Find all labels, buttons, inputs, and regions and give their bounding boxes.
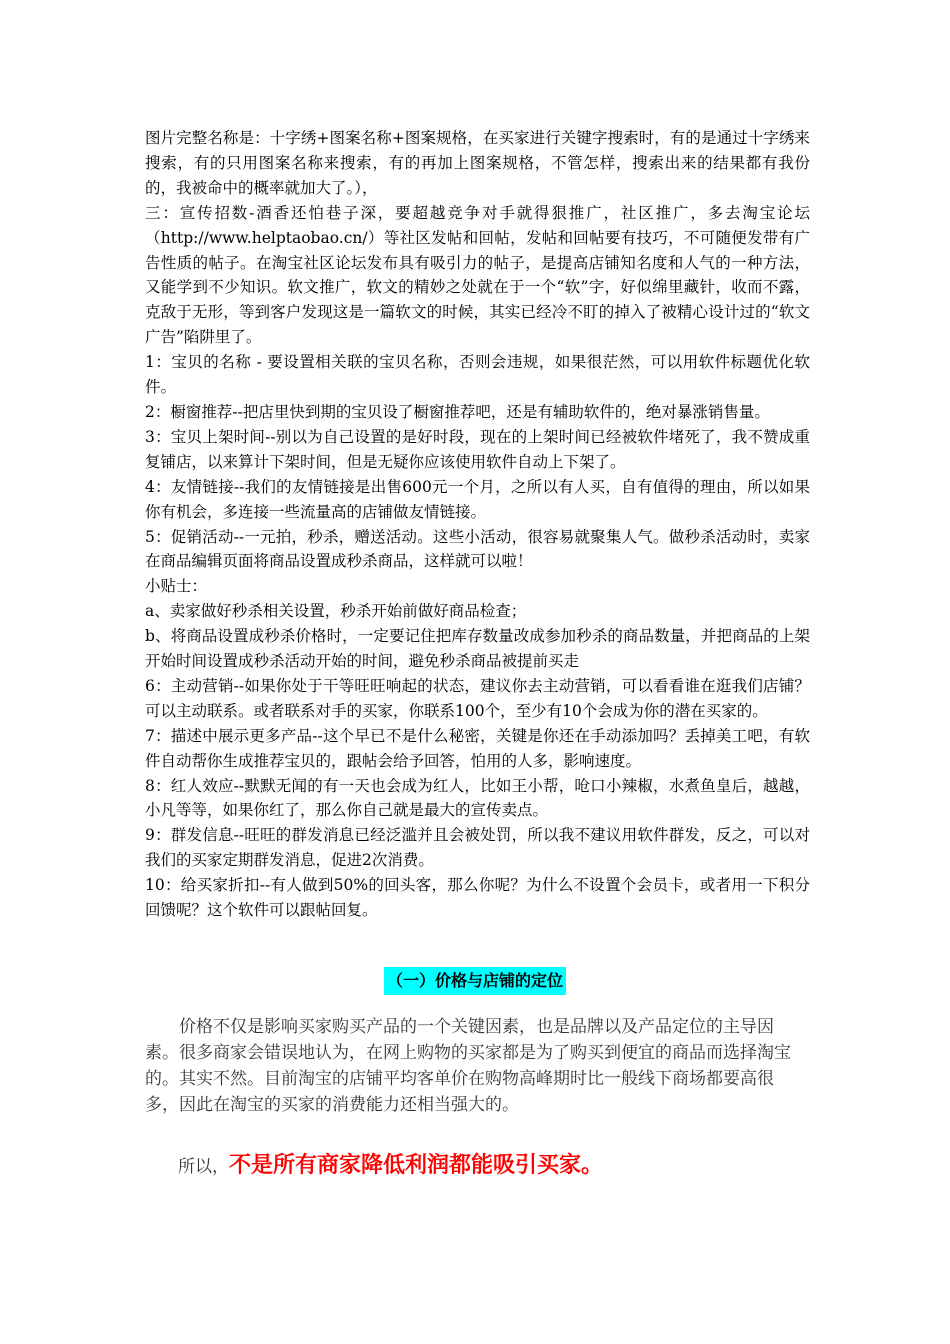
- closing-statement: [178, 1148, 818, 1179]
- closing-lead: 所以，: [178, 1157, 229, 1177]
- text-line: 4：友情链接--我们的友情链接是出售600元一个月，之所以有人买，自有值得的理由，所以如果你有机会，多连接一些流量高的店铺做友情链接。: [145, 477, 810, 521]
- text-line: 1：宝贝的名称 - 要设置相关联的宝贝名称，否则会违规，如果很茫然，可以用软件标题优化软件。: [145, 353, 810, 397]
- text-line: 9：群发信息--旺旺的群发消息已经泛滥并且会被处罚，所以我不建议用软件群发，反之，可以对我们的买家定期群发消息，促进2次消费。: [145, 826, 810, 870]
- text-line: 7：描述中展示更多产品--这个早已不是什么秘密，关键是你还在手动添加吗？丢掉美工吧，有软件自动帮你生成推荐宝贝的，跟帖会给予回答，怕用的人多，影响速度。: [145, 726, 810, 770]
- section-heading: （一）价格与店铺的定位: [384, 967, 566, 995]
- text-line: 5：促销活动--一元拍，秒杀，赠送活动。这些小活动，很容易就聚集人气。做秒杀活动时，卖家在商品编辑页面将商品设置成秒杀商品，这样就可以啦！: [145, 527, 810, 571]
- text-line: b、将商品设置成秒杀价格时，一定要记住把库存数量改成参加秒杀的商品数量，并把商品的上架开始时间设置成秒杀活动开始的时间，避免秒杀商品被提前买走: [145, 627, 810, 671]
- text-line: 小贴士：: [145, 577, 208, 596]
- text-line: 10：给买家折扣--有人做到50%的回头客，那么你呢？为什么不设置个会员卡，或者用一下积分回馈呢？这个软件可以跟帖回复。: [145, 876, 810, 920]
- text-line: 6：主动营销--如果你处于干等旺旺响起的状态，建议你去主动营销，可以看看谁在逛我们店铺？可以主动联系。或者联系对手的买家，你联系100个，至少有10个会成为你的潜在买家的。: [145, 676, 810, 720]
- text-line: a、卖家做好秒杀相关设置，秒杀开始前做好商品检查；: [145, 602, 527, 621]
- text-line: 2：橱窗推荐--把店里快到期的宝贝设了橱窗推荐吧，还是有辅助软件的，绝对暴涨销售量。: [145, 402, 770, 421]
- price-positioning-paragraph: [145, 1014, 805, 1118]
- text-line: 8：红人效应--默默无闻的有一天也会成为红人，比如王小帮，呛口小辣椒，水煮鱼皇后，越越，小凡等等，如果你红了，那么你自己就是最大的宣传卖点。: [145, 776, 810, 820]
- paragraph-text: 价格不仅是影响买家购买产品的一个关键因素，也是品牌以及产品定位的主导因素。很多商家会错误地认为，在网上购物的买家都是为了购买到便宜的商品而选择淘宝的。其实不然。目前淘宝的店铺平均客单价在购物高峰期时比一般线下商场都要高很多，因此在淘宝的买家的消费能力还相当强大的。: [145, 1017, 791, 1115]
- body-text-block: [145, 126, 810, 923]
- closing-emphasis: 不是所有商家降低利润都能吸引买家。: [229, 1152, 604, 1178]
- text-line: 3：宝贝上架时间--别以为自己设置的是好时段，现在的上架时间已经被软件堵死了，我不赞成重复铺店，以来算计下架时间，但是无疑你应该使用软件自动上下架了。: [145, 427, 810, 471]
- text-line: 三：宣传招数-酒香还怕巷子深，要超越竞争对手就得狠推广，社区推广，多去淘宝论坛（http://www.helptaobao.cn/）等社区发帖和回帖，发帖和回帖要有技巧，不可随便发带有广告性质的帖子。在淘宝社区论坛发布具有吸引力的帖子，是提高店铺知名度和人气的一种方法，又能学到不少知识。软文推广，软文的精妙之处就在于一个“软”字，好似绵里藏针，收而不露，克敌于无形，等到客户发现这是一篇软文的时候，其实已经冷不盯的掉入了被精心设计过的“软文广告”陷阱里了。: [145, 203, 810, 347]
- text-line: 图片完整名称是：十字绣+图案名称+图案规格，在买家进行关键字搜索时，有的是通过十字绣来搜索，有的只用图案名称来搜索，有的再加上图案规格，不管怎样，搜索出来的结果都有我份的，我被命中的概率就加大了。），: [145, 129, 810, 197]
